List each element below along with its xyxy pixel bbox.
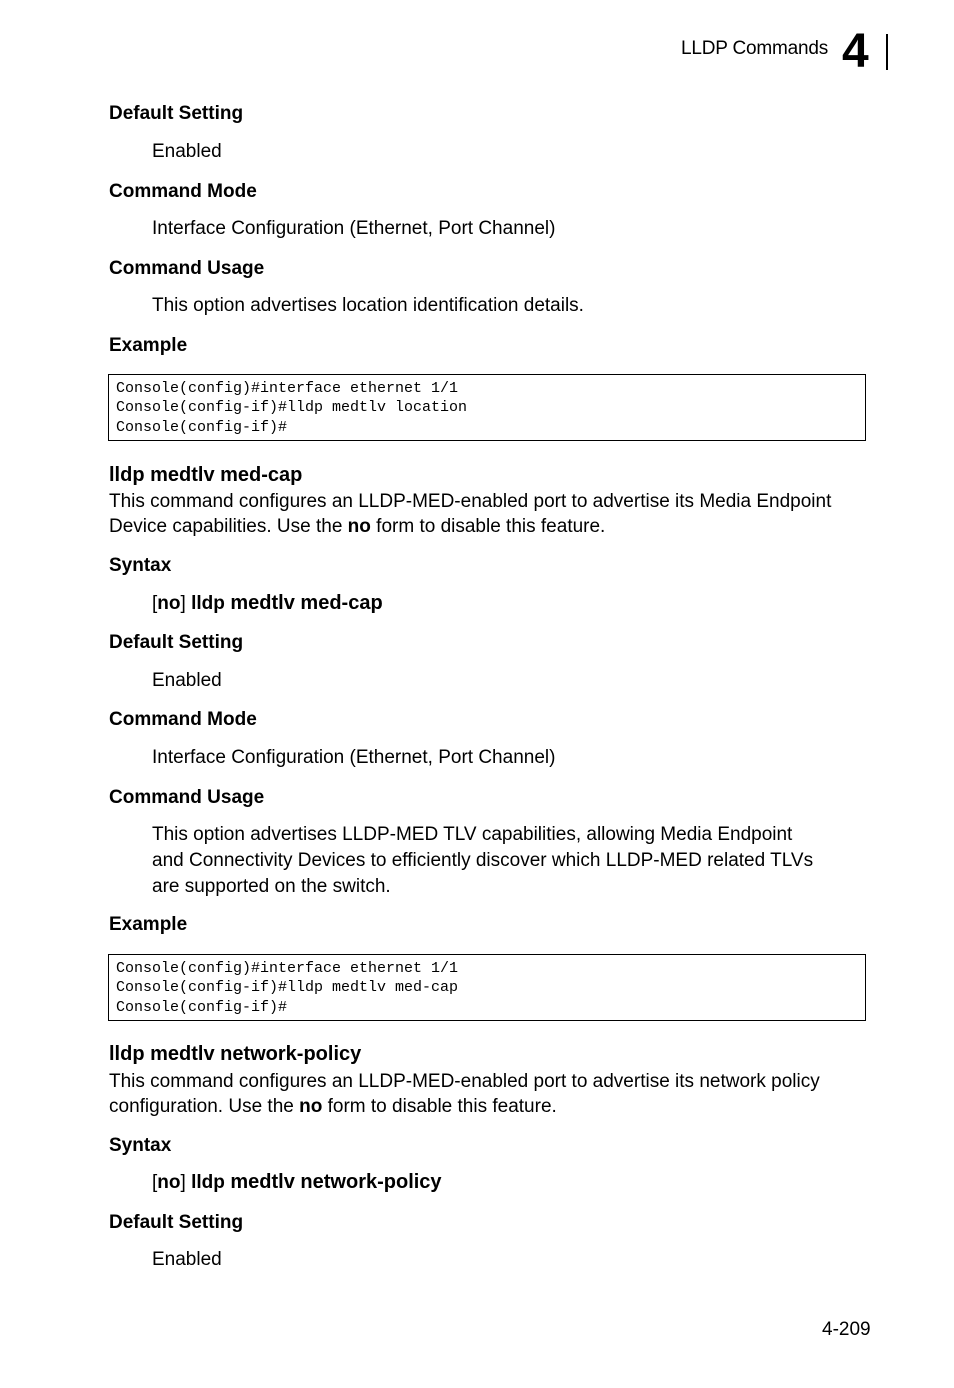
- command-usage-heading: Command Usage: [109, 787, 265, 808]
- command-description: This command configures an LLDP-MED-enabled port to advertise its network policy configuration. Use the no form to disable this feature.: [109, 1071, 820, 1117]
- command-mode-value: Interface Configuration (Ethernet, Port Channel): [152, 747, 556, 768]
- command-description: This command configures an LLDP-MED-enabled port to advertise its Media Endpoint Device capabilities. Use the no form to disable this feature.: [109, 491, 832, 537]
- code-line: Console(config-if)#lldp medtlv med-cap: [116, 979, 459, 997]
- example-heading: Example: [109, 335, 188, 356]
- command-title: lldp medtlv network-policy: [109, 1043, 362, 1065]
- running-title: LLDP Commands: [681, 38, 829, 59]
- code-example: [108, 954, 866, 1021]
- chapter-divider: [886, 34, 888, 70]
- default-setting-heading: Default Setting: [109, 1212, 244, 1233]
- code-line: Console(config-if)#lldp medtlv location: [116, 399, 468, 417]
- default-setting-value: Enabled: [152, 1249, 222, 1270]
- code-line: Console(config)#interface ethernet 1/1: [116, 380, 459, 397]
- syntax-line: [no] lldp medtlv network-policy: [152, 1171, 442, 1193]
- example-heading: Example: [109, 914, 188, 935]
- command-mode-heading: Command Mode: [109, 181, 257, 202]
- default-setting-heading: Default Setting: [109, 103, 244, 124]
- syntax-line: [no] lldp medtlv med-cap: [152, 592, 383, 614]
- page-number: 4-209: [822, 1319, 871, 1340]
- command-usage-heading: Command Usage: [109, 258, 265, 279]
- chapter-number: 4: [842, 25, 869, 78]
- code-line: Console(config)#interface ethernet 1/1: [116, 960, 459, 977]
- default-setting-value: Enabled: [152, 141, 222, 162]
- default-setting-heading: Default Setting: [109, 632, 244, 653]
- code-line: Console(config-if)#: [116, 418, 288, 436]
- command-mode-value: Interface Configuration (Ethernet, Port Channel): [152, 218, 556, 239]
- default-setting-value: Enabled: [152, 670, 222, 691]
- command-title: lldp medtlv med-cap: [109, 464, 303, 486]
- command-usage-text: This option advertises LLDP-MED TLV capabilities, allowing Media Endpoint and Connectivity Devices to efficiently discover which LLDP-MED related TLVs are supported on the switch.: [152, 824, 814, 897]
- syntax-heading: Syntax: [109, 1135, 172, 1156]
- command-mode-heading: Command Mode: [109, 709, 257, 730]
- code-example: [108, 374, 866, 441]
- command-usage-text: This option advertises location identification details.: [152, 295, 584, 316]
- code-line: Console(config-if)#: [116, 998, 288, 1016]
- syntax-heading: Syntax: [109, 555, 172, 576]
